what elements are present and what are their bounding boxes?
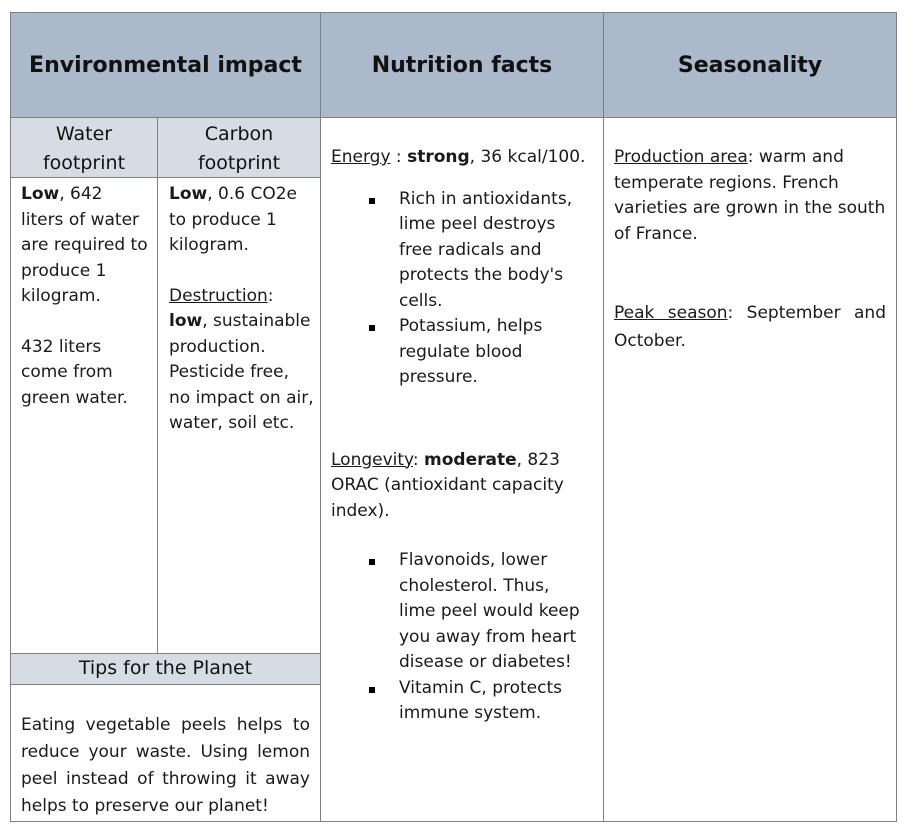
production-area-text [614,145,886,247]
carbon-level: Low [169,184,208,204]
header-nutrition-facts [320,12,604,118]
energy-bullet-list [331,187,587,391]
longevity-bullet-vitamin-c: Vitamin C, protects immune system. [331,676,587,727]
longevity-sep: : [412,449,425,470]
longevity-label: Longevity [331,449,413,470]
destruction-label: Destruction [169,285,268,306]
water-footprint-header [10,117,158,178]
energy-sep: : [390,147,408,167]
carbon-title-line2: footprint [197,152,281,174]
energy-level: strong [407,147,470,167]
production-area-description: warm and temperate regions. French varieties are grown in the south of France. [614,147,886,244]
production-area-label: Production area [614,147,748,167]
energy-value: , 36 kcal/100. [469,147,586,167]
longevity-line [331,448,587,525]
carbon-title-line1: Carbon [204,123,274,145]
energy-bullet-antioxidants: Rich in antioxidants, lime peel destroys free radicals and protects the body's cells. [331,187,587,315]
peak-season-description: : September and October. [614,303,886,351]
destruction-text [169,284,314,437]
longevity-value: , 823 ORAC (antioxidant capacity index). [331,449,564,521]
tips-cell [10,684,321,822]
water-green-text: 432 liters come from green water. [21,336,128,408]
header-environmental-impact [10,12,321,118]
destruction-level: low [169,311,203,331]
production-area-colon: : [747,147,754,167]
longevity-bullet-list [331,548,587,727]
water-level: Low [21,184,60,204]
carbon-footprint-text [169,182,314,259]
destruction-colon: : [267,285,274,306]
header-environmental-label: Environmental impact [29,52,302,78]
tips-title: Tips for the Planet [78,657,253,679]
energy-line [331,145,587,171]
header-seasonality [603,12,897,118]
longevity-bullet-flavonoids: Flavonoids, lower cholesterol. Thus, lime peel would keep you away from heart disease or diabetes! [331,548,587,676]
destruction-description: , sustainable production. Pesticide free, no impact on air, water, soil etc. [169,311,314,433]
carbon-footprint-cell [157,177,321,654]
tips-header [10,653,321,685]
water-footprint-cell [10,177,158,654]
header-nutrition-label: Nutrition facts [371,52,553,78]
carbon-footprint-header [157,117,321,178]
carbon-text: , 0.6 CO2e to produce 1 kilogram. [169,184,297,255]
header-seasonality-label: Seasonality [677,52,823,78]
tips-text: Eating vegetable peels helps to reduce your waste. Using lemon peel instead of throwing it away helps to preserve our planet! [21,715,310,816]
energy-label: Energy [331,147,391,167]
peak-season-text [614,299,886,355]
nutrition-cell [320,117,604,822]
peak-season-label: Peak season [614,303,728,323]
water-text: , 642 liters of water are required to produce 1 kilogram. [21,184,148,306]
energy-bullet-potassium: Potassium, helps regulate blood pressure. [331,314,587,391]
water-footprint-text [21,182,149,310]
longevity-level: moderate [424,449,517,470]
water-title-line2: footprint [42,152,126,174]
water-title-line1: Water [55,123,113,145]
seasonality-cell [603,117,897,822]
